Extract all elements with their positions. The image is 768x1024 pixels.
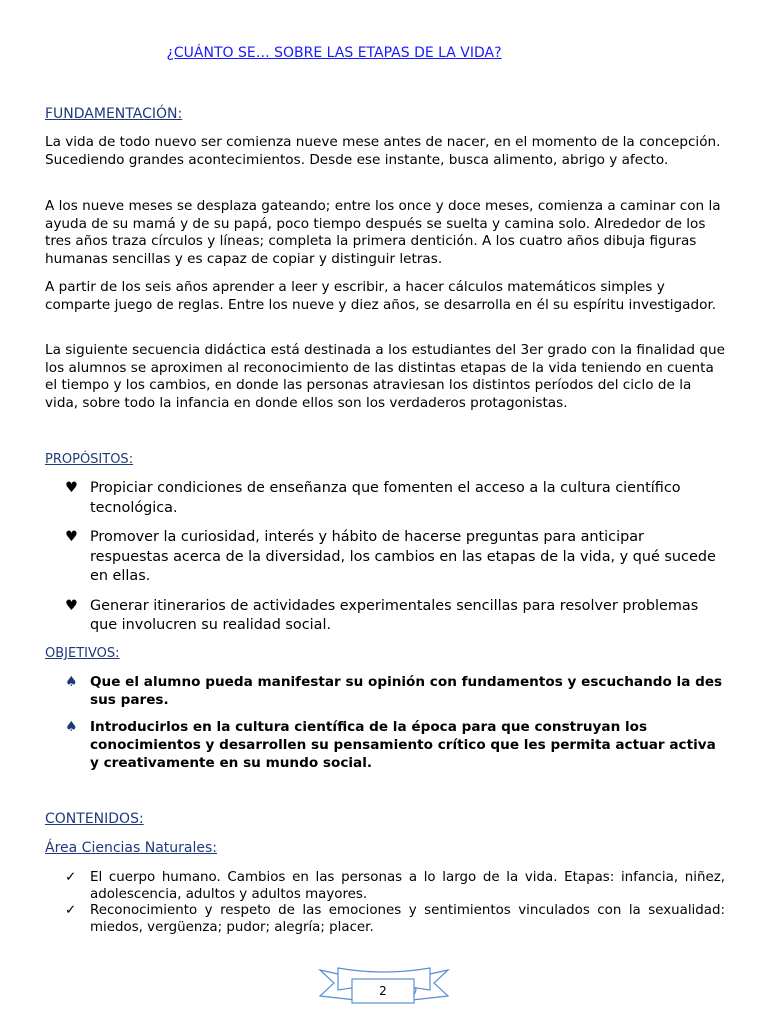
list-item-text: Propiciar condiciones de enseñanza que fomenten el acceso a la cultura científico tecnológica. <box>90 480 681 516</box>
list-item <box>45 718 725 772</box>
checkmark-icon: ✓ <box>65 870 77 885</box>
propositos-list <box>45 479 725 646</box>
list-item-text: Generar itinerarios de actividades experimentales sencillas para resolver problemas que involucren su realidad social. <box>90 597 699 633</box>
subheading-area-ciencias: Área Ciencias Naturales: <box>45 840 217 856</box>
objetivos-list <box>45 673 725 781</box>
list-item <box>45 870 725 903</box>
checkmark-icon: ✓ <box>65 903 77 918</box>
list-item-text: Reconocimiento y respeto de las emociones y sentimientos vinculados con la sexualidad: miedos, vergüenza; pudor; alegría; placer. <box>90 903 725 935</box>
heading-objetivos: OBJETIVOS: <box>45 646 120 661</box>
paragraph-4: La siguiente secuencia didáctica está destinada a los estudiantes del 3er grado con la finalidad que los alumnos se aproximen al reconocimiento de las distintas etapas de la vida teniendo en cuenta el tiempo y los cambios, en donde las personas atraviesan los distintos períodos del ciclo de la vida, sobre todo la infancia en donde ellos son los verdaderos protagonistas. <box>45 342 725 411</box>
list-item <box>45 597 725 636</box>
list-item <box>45 479 725 518</box>
heading-propositos: PROPÓSITOS: <box>45 452 134 467</box>
page-number: 2 <box>379 984 387 998</box>
list-item-text: El cuerpo humano. Cambios en las personas a lo largo de la vida. Etapas: infancia, niñez, adolescencia, adultos y adultos mayores. <box>90 870 725 902</box>
paragraph-2: A los nueve meses se desplaza gateando; entre los once y doce meses, comienza a caminar con la ayuda de su mamá y de su papá, poco tiempo después se suelta y camina solo. Alrededor de los tres años traza círculos y líneas; completa la primera dentición. A los cuatro años dibuja figuras humanas sencillas y es capaz de copiar y distinguir letras. <box>45 198 721 267</box>
heart-bullet-icon: ♥ <box>65 480 78 496</box>
list-item <box>45 673 725 709</box>
paragraph-1: La vida de todo nuevo ser comienza nueve mese antes de nacer, en el momento de la concepción. Sucediendo grandes acontecimientos. Desde ese instante, busca alimento, abrigo y afecto. <box>45 134 721 168</box>
list-item <box>45 528 725 587</box>
heart-bullet-icon: ♥ <box>65 597 78 614</box>
document-title: ¿CUÁNTO SE… SOBRE LAS ETAPAS DE LA VIDA? <box>166 45 502 61</box>
spade-bullet-icon: ♠ <box>65 719 78 735</box>
paragraph-3: A partir de los seis años aprender a leer y escribir, a hacer cálculos matemáticos simples y comparte juego de reglas. Entre los nueve y diez años, se desarrolla en él su espíritu investigador. <box>45 279 717 313</box>
list-item-text: Promover la curiosidad, interés y hábito de hacerse preguntas para anticipar respuestas acerca de la diversidad, los cambios en las etapas de la vida, y qué sucede en ellas. <box>90 529 716 584</box>
contenidos-list <box>45 870 725 936</box>
list-item-text: Introducirlos en la cultura científica de la época para que construyan los conocimientos y desarrollen su pensamiento crítico que les permita actuar activa y creativamente en su mundo social. <box>90 719 716 771</box>
list-item-text: Que el alumno pueda manifestar su opinión con fundamentos y escuchando la des sus pares. <box>90 674 723 708</box>
heart-bullet-icon: ♥ <box>65 529 78 545</box>
list-item <box>45 903 725 936</box>
page-footer-ribbon <box>318 966 450 1006</box>
spade-bullet-icon: ♠ <box>65 674 78 690</box>
heading-fundamentacion: FUNDAMENTACIÓN: <box>45 106 183 122</box>
heading-contenidos: CONTENIDOS: <box>45 811 144 827</box>
